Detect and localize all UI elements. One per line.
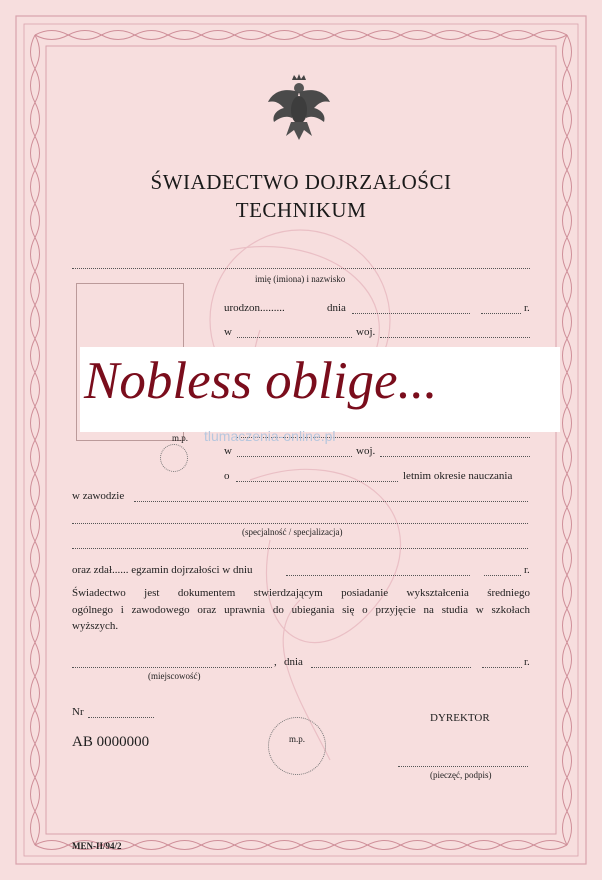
born-date-line (352, 313, 470, 314)
director-label: DYREKTOR (430, 712, 490, 724)
school-voiv-label: woj. (356, 445, 376, 457)
specialization-caption: (specjalność / specjalizacja) (242, 527, 343, 537)
number-label: Nr (72, 706, 84, 718)
profession-line (134, 501, 528, 502)
motto-text: Nobless oblige... (84, 352, 438, 410)
official-stamp-label: m.p. (289, 734, 306, 744)
period-years-line (236, 481, 398, 482)
signature-line (398, 766, 528, 767)
school-place-line (237, 456, 352, 457)
born-label: urodzon......... (224, 302, 285, 314)
issue-day-label: dnia (284, 656, 303, 668)
form-code: MEN-II/94/2 (72, 841, 122, 851)
issue-date-line (311, 667, 471, 668)
photo-stamp-label: m.p. (172, 433, 189, 443)
born-place-line (237, 337, 352, 338)
place-caption: (miejscowość) (148, 671, 201, 681)
certificate-title: ŚWIADECTWO DOJRZAŁOŚCI (150, 170, 452, 194)
place-line (72, 667, 272, 668)
profession-label: w zawodzie (72, 490, 125, 502)
official-stamp-circle (268, 717, 326, 775)
born-year-suffix: r. (524, 302, 530, 314)
born-voiv-line (380, 337, 530, 338)
school-voiv-line (380, 456, 530, 457)
watermark: tlumaczenia-online.pl (204, 428, 336, 444)
exam-date-line (286, 575, 470, 576)
specialization-line (72, 523, 528, 524)
serial-number: AB 0000000 (72, 734, 150, 750)
born-day-label: dnia (327, 302, 346, 314)
motto-banner (80, 347, 560, 432)
signature-caption: (pieczęć, podpis) (430, 770, 492, 780)
exam-year-suffix: r. (524, 564, 530, 576)
statement-line-2: ogólnego i zawodowego oraz uprawnia do ubiegania się o przyjęcie na studia w szkołach (72, 604, 530, 616)
name-field-line (72, 268, 530, 269)
issue-year-line (482, 667, 522, 668)
number-line (88, 717, 154, 718)
statement-line-3: wyższych. (72, 620, 119, 632)
extra-line (72, 548, 528, 549)
photo-stamp-circle (160, 444, 188, 472)
name-caption: imię (imiona) i nazwisko (255, 274, 346, 284)
statement-line-1: Świadectwo jest dokumentem stwierdzającym posiadanie wykształcenia średniego (72, 587, 530, 599)
eagle-emblem-icon (266, 72, 332, 144)
born-in-label: w (224, 326, 232, 338)
exam-year-line (484, 575, 521, 576)
period-o-label: o (224, 470, 230, 482)
exam-text: oraz zdał...... egzamin dojrzałości w dniu (72, 564, 253, 576)
school-in-label: w (224, 445, 232, 457)
born-voiv-label: woj. (356, 326, 376, 338)
school-type-title: TECHNIKUM (235, 198, 367, 222)
period-text: letnim okresie nauczania (403, 470, 513, 482)
born-year-line (481, 313, 521, 314)
place-comma: , (274, 656, 277, 668)
issue-year-suffix: r. (524, 656, 530, 668)
